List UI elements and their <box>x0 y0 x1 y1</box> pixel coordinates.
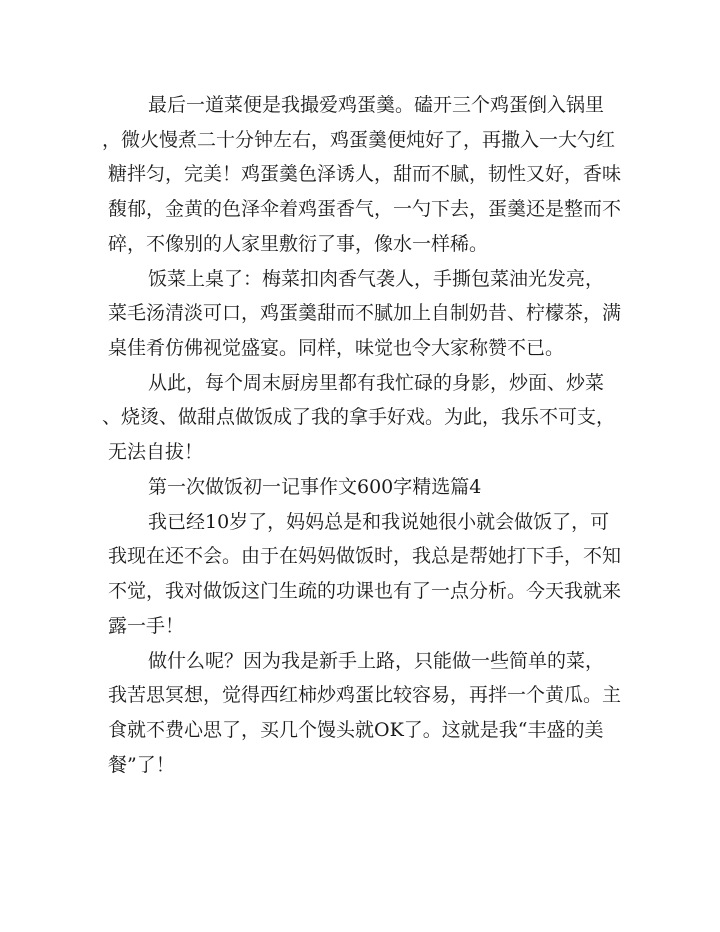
text-line: 不觉，我对做饭这门生疏的功课也有了一点分析。今天我就来 <box>108 580 622 602</box>
text-line: 餐”了！ <box>108 754 175 776</box>
text-line: 露一手！ <box>108 615 185 637</box>
text-line: 我苦思冥想，觉得西红柿炒鸡蛋比较容易，再拌一个黄瓜。主 <box>108 684 622 706</box>
text-line: 我现在还不会。由于在妈妈做饭时，我总是帮她打下手，不知 <box>108 545 622 567</box>
text-line: 碎，不像别的人家里敷衍了事，像水一样稀。 <box>108 233 489 255</box>
text-line: 饭菜上桌了：梅菜扣肉香气袭人，手撕包菜油光发亮， <box>148 268 605 290</box>
text-line: ，微火慢煮二十分钟左右，鸡蛋羹便炖好了，再撒入一大勺红 <box>102 129 616 151</box>
text-line: 、烧烫、做甜点做饭成了我的拿手好戏。为此，我乐不可支， <box>102 406 616 428</box>
text-line: 我已经10岁了，妈妈总是和我说她很小就会做饭了，可 <box>148 511 610 533</box>
text-line: 无法自拔！ <box>108 441 204 463</box>
text-line: 食就不费心思了，买几个馒头就OK了。这就是我“丰盛的美 <box>108 719 604 741</box>
text-line: 糖拌匀，完美！鸡蛋羹色泽诱人，甜而不腻，韧性又好，香味 <box>108 163 622 185</box>
text-line: 馥郁，金黄的色泽伞着鸡蛋香气，一勺下去，蛋羹还是整而不 <box>108 198 622 220</box>
text-line: 从此，每个周末厨房里都有我忙碌的身影，炒面、炒菜 <box>148 372 605 394</box>
text-line: 最后一道菜便是我撮爱鸡蛋羹。磕开三个鸡蛋倒入锅里 <box>148 94 605 116</box>
section-heading: 第一次做饭初一记事作文600字精选篇4 <box>148 476 482 498</box>
text-line: 菜毛汤清淡可口，鸡蛋羹甜而不腻加上自制奶昔、柠檬茶，满 <box>108 302 622 324</box>
text-line: 桌佳肴仿佛视觉盛宴。同样，味觉也令大家称赞不已。 <box>108 337 565 359</box>
text-line: 做什么呢？因为我是新手上路，只能做一些简单的菜， <box>148 650 605 672</box>
